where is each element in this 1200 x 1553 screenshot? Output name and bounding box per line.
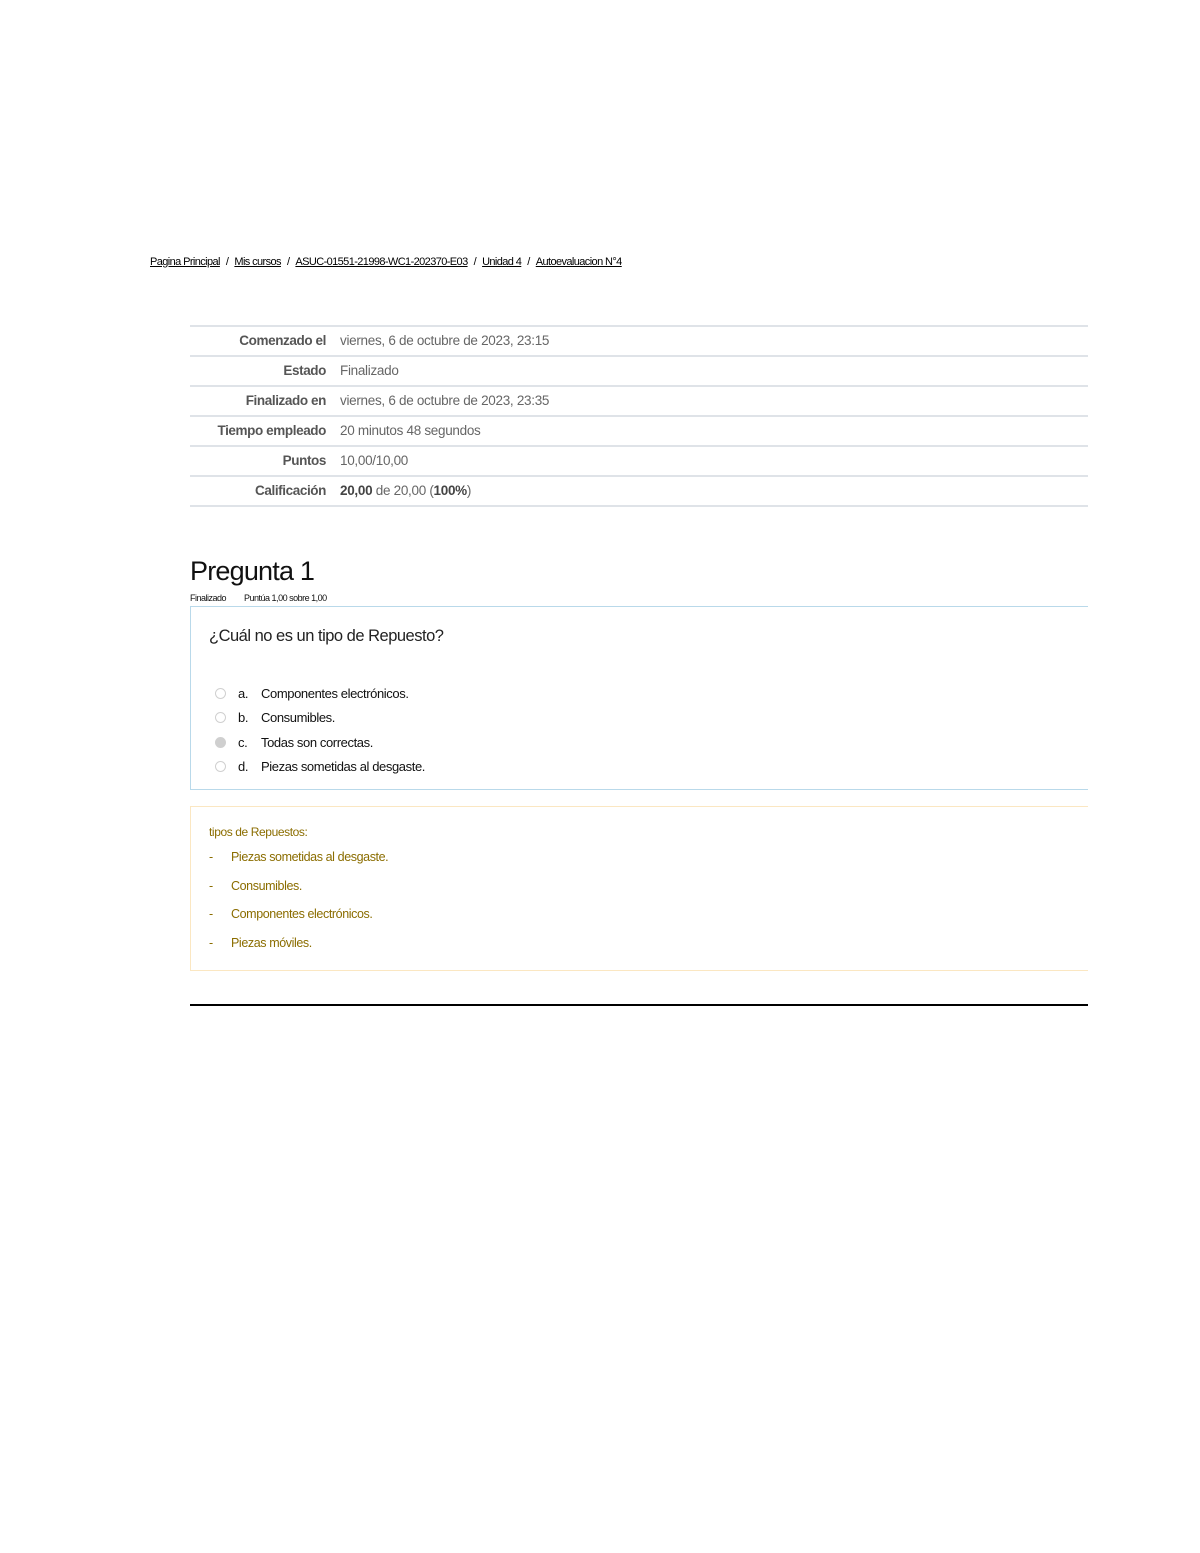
summary-value: viernes, 6 de octubre de 2023, 23:15 [340, 333, 550, 348]
breadcrumb-my-courses-link[interactable]: Mis cursos [234, 256, 281, 268]
breadcrumb-quiz-link[interactable]: Autoevaluacion N°4 [535, 256, 622, 268]
summary-row-started [190, 326, 1088, 356]
answer-option[interactable] [215, 681, 425, 706]
summary-row-grade [190, 476, 1088, 506]
summary-label: Puntos [282, 453, 326, 468]
breadcrumb-course-link[interactable]: ASUC-01551-21998-WC1-202370-E03 [295, 256, 468, 268]
feedback-item-text: Piezas sometidas al desgaste. [231, 850, 389, 864]
feedback-list [209, 850, 388, 964]
breadcrumb-separator: / [225, 256, 229, 268]
answer-letter: c. [238, 734, 248, 750]
bullet-dash: - [209, 878, 213, 893]
radio-button[interactable] [215, 688, 226, 699]
breadcrumb [150, 256, 622, 268]
feedback-item-text: Componentes electrónicos. [231, 907, 373, 921]
summary-label: Comenzado el [239, 333, 326, 348]
answer-option-selected[interactable] [215, 730, 425, 755]
attempt-summary-table [190, 325, 1088, 507]
bullet-dash: - [209, 907, 213, 921]
summary-row-finished [190, 386, 1088, 416]
answer-text: Piezas sometidas al desgaste. [261, 759, 425, 775]
answer-letter: b. [238, 710, 249, 726]
answer-text: Consumibles. [261, 710, 335, 726]
feedback-item [209, 907, 388, 936]
bullet-dash: - [209, 850, 213, 864]
summary-value: viernes, 6 de octubre de 2023, 23:35 [340, 393, 550, 408]
summary-value [340, 476, 1088, 506]
breadcrumb-separator: / [286, 256, 290, 268]
answer-option[interactable] [215, 755, 425, 780]
radio-button-selected[interactable] [215, 737, 226, 748]
answer-option[interactable] [215, 706, 425, 731]
grade-close: ) [466, 483, 472, 498]
breadcrumb-home-link[interactable]: Pagina Principal [150, 256, 220, 268]
question-title: Pregunta 1 [190, 556, 315, 586]
answer-text: Todas son correctas. [261, 734, 373, 750]
grade-percent: 100% [433, 483, 467, 498]
feedback-box [190, 806, 1088, 971]
bullet-dash: - [209, 935, 213, 950]
summary-value: 20 minutos 48 segundos [340, 423, 481, 438]
feedback-item [209, 936, 388, 965]
section-divider [190, 1004, 1088, 1006]
feedback-item [209, 879, 388, 908]
summary-row-points [190, 446, 1088, 476]
summary-label: Tiempo empleado [217, 423, 326, 438]
answer-letter: d. [238, 759, 249, 775]
grade-total: de 20,00 ( [375, 483, 434, 498]
grade-score: 20,00 [340, 483, 373, 498]
breadcrumb-separator: / [473, 256, 477, 268]
feedback-heading: tipos de Repuestos: [209, 825, 308, 839]
answer-text: Componentes electrónicos. [261, 685, 409, 701]
answer-letter: a. [238, 685, 249, 701]
question-text: ¿Cuál no es un tipo de Repuesto? [209, 627, 444, 645]
answer-list [215, 681, 425, 779]
question-status: Finalizado [190, 593, 227, 603]
summary-row-time-taken [190, 416, 1088, 446]
question-score: Puntúa 1,00 sobre 1,00 [244, 593, 327, 603]
summary-label: Calificación [255, 483, 326, 498]
radio-button[interactable] [215, 761, 226, 772]
summary-label: Estado [283, 363, 326, 378]
question-info [190, 593, 327, 603]
breadcrumb-separator: / [527, 256, 530, 268]
summary-value: Finalizado [340, 363, 399, 378]
summary-value: 10,00/10,00 [340, 453, 409, 468]
feedback-item-text: Consumibles. [231, 878, 302, 893]
feedback-item [209, 850, 388, 879]
summary-row-state [190, 356, 1088, 386]
question-content-box [190, 606, 1088, 790]
radio-button[interactable] [215, 712, 226, 723]
feedback-item-text: Piezas móviles. [231, 935, 312, 950]
summary-label: Finalizado en [245, 393, 326, 408]
breadcrumb-unit-link[interactable]: Unidad 4 [482, 256, 522, 268]
